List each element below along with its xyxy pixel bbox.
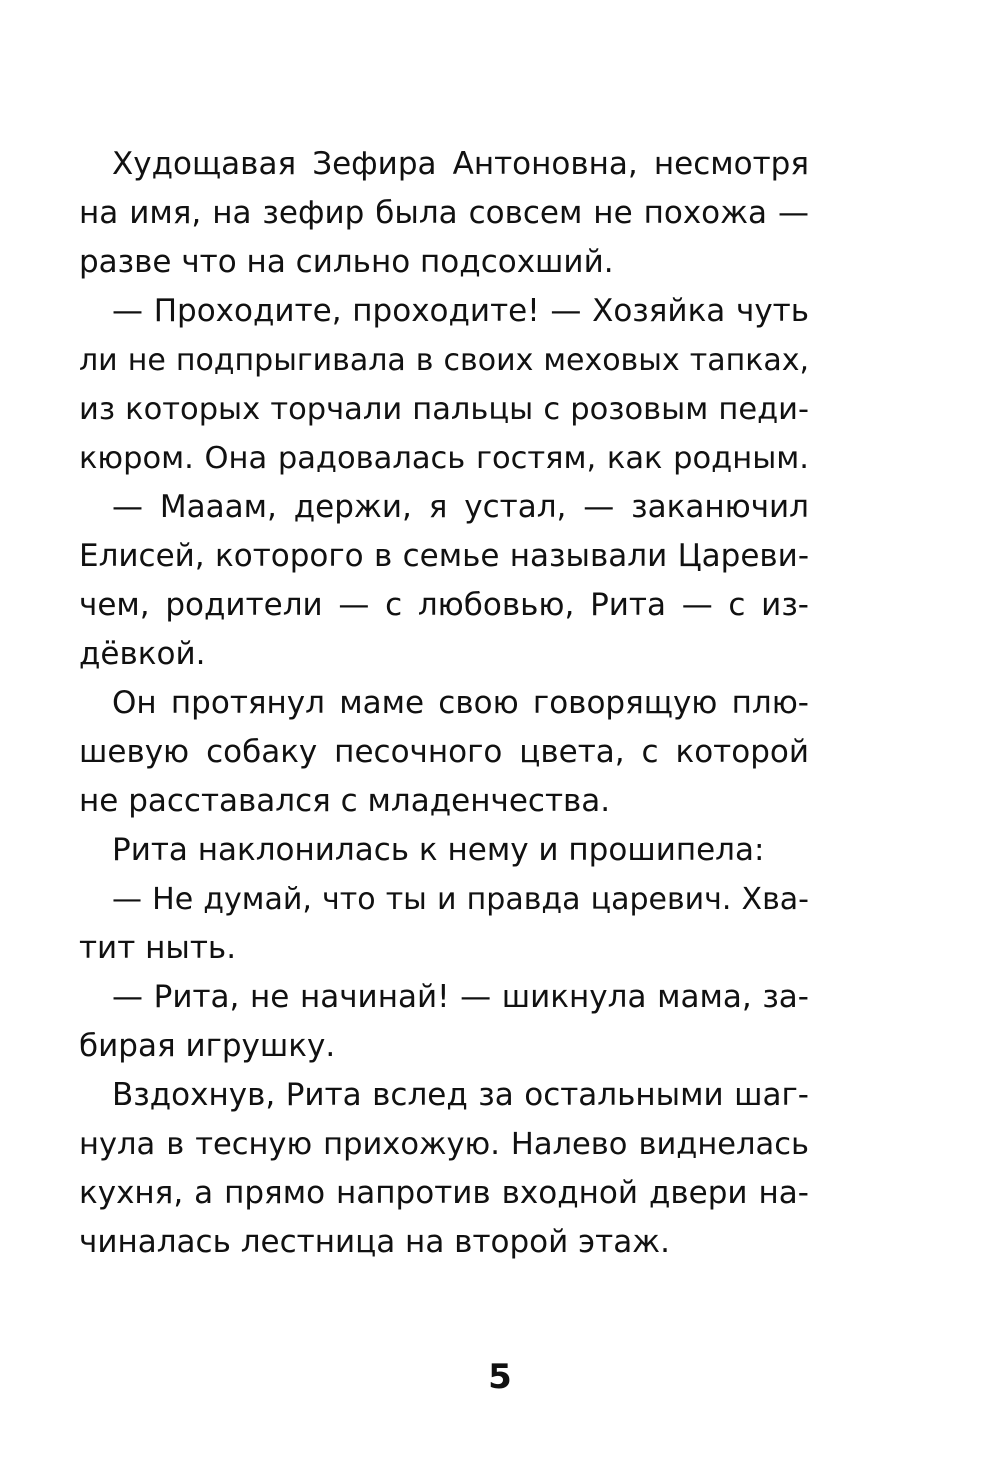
text-line: Елисей, которого в семье называли Цареви- xyxy=(79,538,809,574)
page-number: 5 xyxy=(488,1357,512,1397)
text-line: из которых торчали пальцы с розовым педи- xyxy=(79,392,809,427)
text-line: — Мааам, держи, я устал, — заканючил xyxy=(112,489,809,525)
text-line: разве что на сильно подсохший. xyxy=(79,244,614,280)
text-line: — Рита, не начинай! — шикнула мама, за- xyxy=(112,979,809,1015)
text-line: чиналась лестница на второй этаж. xyxy=(79,1224,670,1260)
text-line: ли не подпрыгивала в своих меховых тапках, xyxy=(79,343,809,378)
text-line: чем, родители — с любовью, Рита — с из- xyxy=(79,587,809,623)
text-line: Он протянул маме свою говорящую плю- xyxy=(112,685,809,721)
text-line: тит ныть. xyxy=(79,930,237,966)
text-line: — Проходите, проходите! — Хозяйка чуть xyxy=(112,293,809,329)
text-line: кюром. Она радовалась гостям, как родным. xyxy=(79,441,809,476)
text-line: кухня, а прямо напротив входной двери на- xyxy=(79,1175,809,1211)
text-line: нула в тесную прихожую. Налево виднелась xyxy=(79,1127,809,1162)
text-line: бирая игрушку. xyxy=(79,1028,336,1064)
text-line: — Не думай, что ты и правда царевич. Хва- xyxy=(112,882,809,917)
text-line: Вздохнув, Рита вслед за остальными шаг- xyxy=(112,1077,809,1113)
body-text xyxy=(79,140,809,1267)
text-line: дёвкой. xyxy=(79,636,206,672)
text-line: на имя, на зефир была совсем не похожа — xyxy=(79,195,809,231)
text-line: шевую собаку песочного цвета, с которой xyxy=(79,734,809,770)
text-line: Худощавая Зефира Антоновна, несмотря xyxy=(112,146,809,182)
text-line: Рита наклонилась к нему и прошипела: xyxy=(112,832,765,868)
text-line: не расставался с младенчества. xyxy=(79,783,611,819)
